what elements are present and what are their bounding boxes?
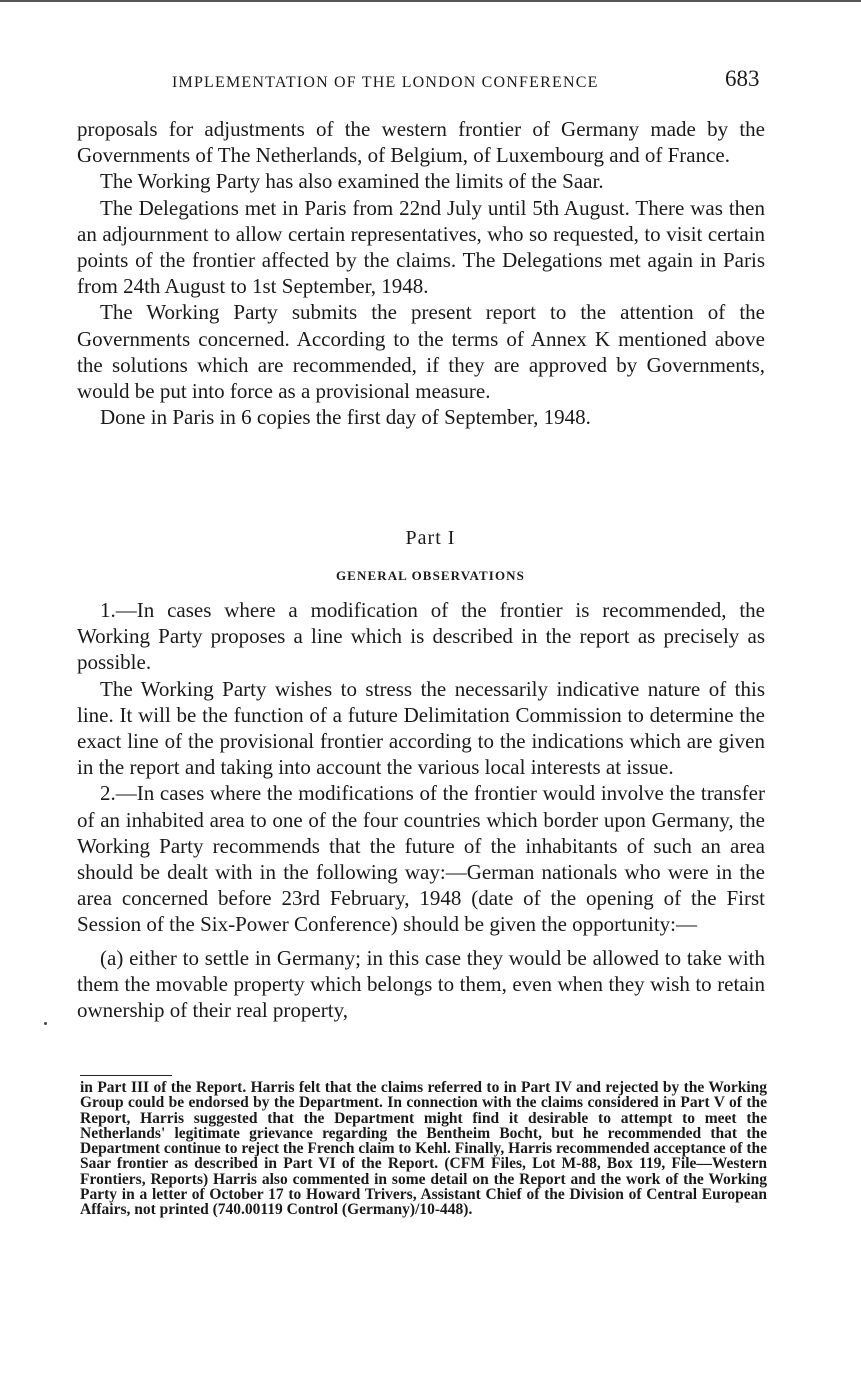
paragraph: 2.—In cases where the modifications of the frontier would involve the transfer of an inhabited area to one of the four countries which border upon Germany, the Working Party recommends that the future of the inhabitants of such an area should be dealt with in the following way:—German nationals who were in the area concerned before 23rd February, 1948 (date of the opening of the First Session of the Six-Power Conference) should be given the opportunity:— bbox=[77, 781, 765, 937]
page-top-rule bbox=[0, 0, 861, 2]
paragraph: (a) either to settle in Germany; in this case they would be allowed to take with them the movable property which belongs to them, even when they wish to retain ownership of their real property, bbox=[77, 945, 765, 1023]
paragraph: The Delegations met in Paris from 22nd July until 5th August. There was then an adjournment to allow certain representatives, who so requested, to visit certain points of the frontier affected by the claims. The Delegations met again in Paris from 24th August to 1st September, 1948. bbox=[77, 195, 765, 299]
part-title: Part I bbox=[405, 527, 456, 549]
footnote: in Part III of the Report. Harris felt that the claims referred to in Part IV and rejected by the Working Group could be endorsed by the Department. In connection with the claims considered in Part V of the Report, Harris suggested that the Department might find it desirable to attempt to meet the Netherlands' legitimate grievance regarding the Bentheim Bocht, but he recommended that the Department continue to reject the French claim to Kehl. Finally, Harris recommended acceptance of the Saar frontier as described in Part VI of the Report. (CFM Files, Lot M-88, Box 119, File—Western Frontiers, Reports) Harris also commented in some detail on the Report and the work of the Working Party in a letter of October 17 to Howard Trivers, Assistant Chief of the Division of Central European Affairs, not printed (740.00119 Control (Germany)/10-448). bbox=[80, 1079, 768, 1219]
paragraph: The Working Party wishes to stress the necessarily indicative nature of this line. It will be the function of a future Delimitation Commission to determine the exact line of the provisional frontier according to the indications which are given in the report and taking into account the various local interests at issue. bbox=[77, 676, 765, 780]
page-number: 683 bbox=[725, 66, 760, 91]
body-text-after-part bbox=[77, 597, 765, 1023]
paragraph: The Working Party has also examined the limits of the Saar. bbox=[100, 169, 604, 194]
section-heading: GENERAL OBSERVATIONS bbox=[335, 568, 526, 583]
paragraph: proposals for adjustments of the western frontier of Germany made by the Governments of The Netherlands, of Belgium, of Luxembourg and of France. bbox=[77, 117, 765, 168]
print-speck bbox=[44, 1022, 47, 1025]
paragraph: 1.—In cases where a modification of the frontier is recommended, the Working Party proposes a line which is described in the report as precisely as possible. bbox=[77, 598, 765, 675]
paragraph: The Working Party submits the present report to the attention of the Governments concerned. According to the terms of Annex K mentioned above the solutions which are recommended, if they are approved by Governments, would be put into force as a provisional measure. bbox=[77, 300, 765, 404]
paragraph: Done in Paris in 6 copies the first day of September, 1948. bbox=[100, 405, 591, 430]
running-title: IMPLEMENTATION OF THE LONDON CONFERENCE bbox=[172, 74, 599, 91]
footnote-rule bbox=[80, 1075, 172, 1076]
body-text-before-part bbox=[77, 116, 765, 430]
